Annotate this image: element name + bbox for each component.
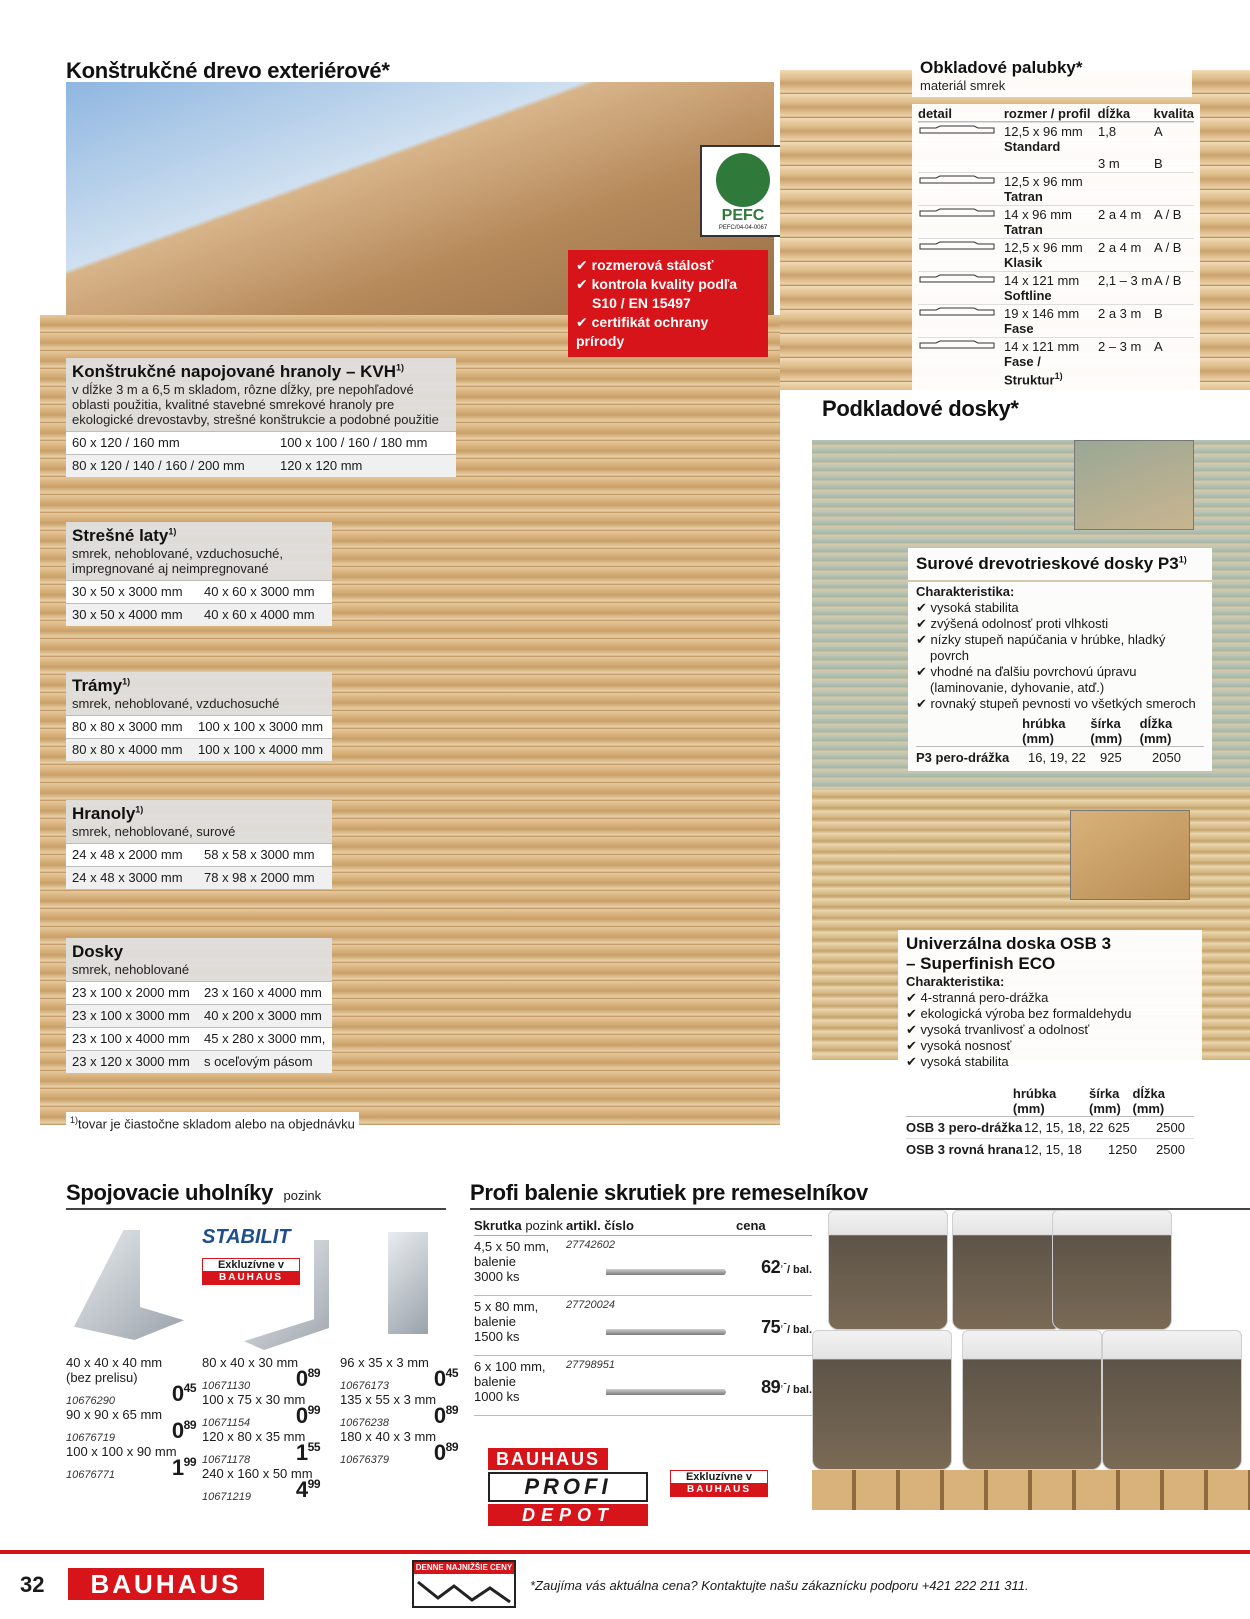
bracket-image-2 — [244, 1240, 344, 1350]
table-row: 80 x 80 x 3000 mm 100 x 100 x 3000 mm — [66, 715, 332, 738]
exclusive-badge: Exkluzívne v BAUHAUS — [670, 1470, 768, 1497]
profile-quality: A / B — [1154, 240, 1182, 255]
table-row: OSB 3 rovná hrana 12, 15, 18 1250 2500 — [906, 1142, 1185, 1157]
table-row: 23 x 120 x 3000 mm s oceľovým pásom — [66, 1050, 332, 1073]
product-size: 240 x 160 x 50 mm — [202, 1466, 313, 1481]
profi-depot-depot: DEPOT — [488, 1504, 648, 1526]
profile-quality: B — [1154, 156, 1163, 171]
feature-item: ✔ vhodné na ďalšiu povrchovú úpravu — [916, 664, 1137, 679]
lowest-price-label: DENNE NAJNIŽŠIE CENY — [415, 1563, 513, 1572]
table-row — [918, 155, 1194, 172]
feature-item: povrch — [930, 648, 970, 663]
kvh-panel — [66, 358, 456, 477]
price: $0^{89}$ — [433, 1403, 458, 1428]
screw-icon — [606, 1269, 726, 1275]
badge-line: S10 / EN 15497 — [592, 295, 691, 311]
tramy-title: Trámy$^{1)}$ — [72, 676, 131, 695]
profile-quality: A — [1154, 124, 1163, 139]
product-size: 180 x 40 x 3 mm — [340, 1429, 437, 1444]
hranoly-panel — [66, 800, 332, 889]
product-item — [202, 1392, 320, 1429]
badge-line: ✔ certifikát ochrany prírody — [576, 314, 709, 349]
profile-icon — [918, 306, 1004, 336]
p3-detail-photo — [1074, 440, 1194, 530]
table-row: OSB 3 pero-drážka 12, 15, 18, 22 625 2500 — [906, 1117, 1194, 1139]
screw-desc: 5 x 80 mm, balenie 1500 ks — [474, 1299, 539, 1344]
badge-line: ✔ rozmerová stálosť — [576, 257, 714, 273]
product-item — [66, 1444, 196, 1481]
hranoly-title: Hranoly$^{1)}$ — [72, 804, 144, 823]
profile-size: 14 x 121 mm Fase / Struktur$^{1)}$ — [1004, 339, 1080, 388]
osb-title: Univerzálna doska OSB 3 — [906, 934, 1112, 953]
bracket-image-1 — [74, 1230, 184, 1340]
table-row: 23 x 100 x 3000 mm 40 x 200 x 3000 mm — [66, 1004, 332, 1027]
uholniky-heading — [66, 1180, 446, 1210]
table-row — [474, 1236, 812, 1296]
palubky-subtitle: materiál smrek — [920, 78, 1006, 93]
product-size: 40 x 40 x 40 mm — [66, 1355, 163, 1370]
profile-size: 12,5 x 96 mm Klasik — [1004, 240, 1083, 270]
feature-item: ✔ vysoká trvanlivosť a odolnosť — [906, 1022, 1090, 1037]
table-row — [918, 205, 1194, 238]
bucket-image — [828, 1210, 948, 1330]
profile-quality: B — [1154, 306, 1163, 321]
profile-length: 2 – 3 m — [1098, 339, 1142, 354]
p3-panel — [908, 548, 1212, 580]
skrutky-header: Skrutka pozink artikl. číslo cena — [474, 1218, 812, 1236]
tramy-panel — [66, 672, 332, 761]
stock-footnote: $^{1)}$tovar je čiastočne skladom alebo na objednávku — [66, 1112, 359, 1132]
palubky-title: Obkladové palubky* — [920, 58, 1083, 77]
table-row — [918, 304, 1194, 337]
article-number: 10676379 — [340, 1454, 389, 1466]
screw-desc: 6 x 100 mm, balenie 1000 ks — [474, 1359, 546, 1404]
screw-icon — [606, 1329, 726, 1335]
laty-panel — [66, 522, 332, 626]
article-number: 10671219 — [202, 1491, 251, 1503]
profile-size: 14 x 121 mm Softline — [1004, 273, 1080, 303]
product-item — [202, 1466, 320, 1503]
article-number: 10676173 — [340, 1380, 389, 1392]
price: $0^{45}$ — [433, 1366, 458, 1391]
exclusive-badge: Exkluzívne v BAUHAUS — [202, 1258, 300, 1285]
product-item — [202, 1429, 320, 1466]
profile-icon — [918, 207, 1004, 237]
price-trend-icon — [414, 1574, 514, 1606]
article-number: 10676290 — [66, 1395, 115, 1407]
dosky-title: Dosky — [72, 942, 124, 961]
profile-length: 2,1 – 3 m — [1098, 273, 1153, 288]
bucket-image — [1052, 1210, 1172, 1330]
profile-quality: A / B — [1154, 207, 1182, 222]
skrutky-heading — [470, 1180, 1250, 1210]
table-row — [474, 1296, 812, 1356]
table-row — [474, 1356, 812, 1416]
table-row: 23 x 100 x 4000 mm 45 x 280 x 3000 mm, — [66, 1027, 332, 1050]
palubky-rows — [918, 122, 1194, 388]
product-item — [340, 1392, 458, 1429]
uholniky-col-1 — [66, 1355, 196, 1481]
screw-buckets-photo — [812, 1210, 1250, 1510]
table-row — [918, 271, 1194, 304]
feature-item: (laminovanie, dyhovanie, atď.) — [930, 680, 1105, 695]
table-row: 60 x 120 / 160 mm 100 x 100 / 160 / 180 mm — [66, 431, 456, 454]
article-number: 27720024 — [566, 1299, 615, 1311]
uholniky-col-3 — [340, 1355, 458, 1466]
product-size: 100 x 100 x 90 mm — [66, 1444, 177, 1459]
price: $1^{99}$ — [171, 1455, 196, 1480]
laty-title: Strešné laty$^{1)}$ — [72, 526, 177, 545]
profile-size: 14 x 96 mm Tatran — [1004, 207, 1072, 237]
profi-depot-logo — [488, 1448, 648, 1526]
page-number: 32 — [20, 1572, 45, 1597]
profile-quality: A / B — [1154, 273, 1182, 288]
price: $4^{99}$ — [295, 1477, 320, 1502]
profile-size: 12,5 x 96 mm Standard — [1004, 124, 1083, 154]
screw-icon — [606, 1389, 726, 1395]
hranoly-desc: smrek, nehoblované, surové — [72, 824, 236, 839]
profile-length — [1098, 174, 1154, 204]
profile-length: 3 m — [1098, 156, 1120, 171]
profile-quality: A — [1154, 339, 1163, 354]
table-row: P3 pero-drážka 16, 19, 22 925 2050 — [916, 750, 1181, 765]
pefc-label: PEFC — [721, 207, 765, 224]
table-row — [918, 337, 1194, 388]
profi-depot-profi: PROFI — [488, 1472, 648, 1502]
product-item — [340, 1355, 458, 1392]
laty-desc: smrek, nehoblované, vzduchosuché, impregnované aj neimpregnované — [72, 546, 284, 576]
table-row: 30 x 50 x 3000 mm 40 x 60 x 3000 mm — [66, 580, 332, 603]
table-row: 24 x 48 x 2000 mm 58 x 58 x 3000 mm — [66, 843, 332, 866]
osb-table — [898, 1086, 1202, 1160]
price: $1^{55}$ — [295, 1440, 320, 1465]
table-row: 23 x 100 x 2000 mm 23 x 160 x 4000 mm — [66, 981, 332, 1004]
feature-item: ✔ vysoká stabilita — [906, 1054, 1009, 1069]
profile-length: 1,8 — [1098, 124, 1117, 139]
pefc-logo — [700, 145, 786, 237]
table-row: 80 x 80 x 4000 mm 100 x 100 x 4000 mm — [66, 738, 332, 761]
price: 89,-/ bal. — [761, 1377, 812, 1397]
uholniky-title: Spojovacie uholníky — [66, 1180, 274, 1205]
feature-item: ✔ vysoká stabilita — [916, 600, 1019, 615]
stabilit-logo: STABILIT — [202, 1226, 291, 1248]
bauhaus-logo: BAUHAUS — [68, 1568, 264, 1600]
profile-icon — [918, 339, 1004, 387]
feature-item: ✔ nízky stupeň napúčania v hrúbke, hladký — [916, 632, 1166, 647]
feature-item: ✔ rovnaký stupeň pevnosti vo všetkých smeroch — [916, 696, 1196, 711]
dosky-panel — [66, 938, 332, 1073]
uholniky-col-2 — [202, 1355, 320, 1503]
p3-features — [908, 582, 1212, 771]
footer-note: *Zaujíma vás aktuálna cena? Kontaktujte našu zákaznícku podporu +421 222 211 311. — [530, 1578, 1029, 1593]
price: $0^{45}$ — [171, 1381, 196, 1406]
price: $0^{99}$ — [295, 1403, 320, 1428]
article-number: 27798951 — [566, 1359, 615, 1371]
table-row — [918, 122, 1194, 155]
profi-depot-bauhaus: BAUHAUS — [488, 1448, 608, 1470]
pefc-tree-icon — [716, 153, 770, 207]
product-item: 40 x 40 x 40 mm (bez prelisu) 10676290 $0^{45}$ — [66, 1355, 196, 1407]
table-row: 30 x 50 x 4000 mm 40 x 60 x 4000 mm — [66, 603, 332, 626]
profile-size — [1004, 156, 1098, 171]
price: $0^{89}$ — [433, 1440, 458, 1465]
profile-icon — [918, 273, 1004, 303]
tramy-desc: smrek, nehoblované, vzduchosuché — [72, 696, 280, 711]
palubky-header: detail rozmer / profil dĺžka kvalita — [918, 106, 1195, 121]
screw-desc: 4,5 x 50 mm, balenie 3000 ks — [474, 1239, 550, 1284]
price: $0^{89}$ — [171, 1418, 196, 1443]
price: $0^{89}$ — [295, 1366, 320, 1391]
osb-panel — [898, 930, 1202, 1074]
pallet-image — [812, 1470, 1250, 1510]
podkladove-title: Podkladové dosky* — [822, 396, 1019, 421]
bucket-image — [812, 1330, 952, 1470]
price: 75,-/ bal. — [761, 1317, 812, 1337]
profile-size: 12,5 x 96 mm Tatran — [1004, 174, 1083, 204]
profile-icon — [918, 240, 1004, 270]
profile-icon — [918, 124, 1004, 154]
bracket-image-3 — [388, 1232, 428, 1334]
bucket-image — [1102, 1330, 1242, 1470]
palubky-panel — [912, 54, 1192, 97]
product-size: 100 x 75 x 30 mm — [202, 1392, 306, 1407]
product-size: 96 x 35 x 3 mm — [340, 1355, 429, 1370]
lowest-price-badge — [412, 1560, 516, 1608]
table-row — [918, 238, 1194, 271]
osb-detail-photo — [1070, 810, 1190, 900]
table-row: 80 x 120 / 140 / 160 / 200 mm 120 x 120 mm — [66, 454, 456, 477]
product-item — [66, 1407, 196, 1444]
product-size: 80 x 40 x 30 mm — [202, 1355, 299, 1370]
osb-char-label: Charakteristika: — [906, 974, 1005, 989]
article-number: 27742602 — [566, 1239, 615, 1251]
article-number: 10676771 — [66, 1469, 115, 1481]
profile-length: 2 a 4 m — [1098, 240, 1142, 255]
article-number: 10676719 — [66, 1432, 115, 1444]
pefc-code: PEFC/04-04-0067 — [718, 225, 768, 231]
p3-char-label: Charakteristika: — [916, 584, 1015, 599]
bucket-image — [962, 1330, 1102, 1470]
product-size: 135 x 55 x 3 mm — [340, 1392, 437, 1407]
p3-title: Surové drevotrieskové dosky P3$^{1)}$ — [916, 554, 1187, 573]
skrutky-title: Profi balenie skrutiek pre remeselníkov — [470, 1180, 868, 1205]
price: 62,-/ bal. — [761, 1257, 812, 1277]
article-number: 10676238 — [340, 1417, 389, 1429]
uholniky-subtitle: pozink — [283, 1188, 322, 1203]
palubky-table — [912, 104, 1200, 390]
bucket-image — [952, 1210, 1062, 1330]
section-title-konstrukcne: Konštrukčné drevo exteriérové* — [66, 58, 390, 83]
table-row — [918, 172, 1194, 205]
product-item — [340, 1429, 458, 1466]
profile-icon — [918, 174, 1004, 204]
osb-header: hrúbka (mm) šírka (mm) dĺžka (mm) — [906, 1086, 1194, 1117]
profile-length: 2 a 4 m — [1098, 207, 1142, 222]
dosky-desc: smrek, nehoblované — [72, 962, 190, 977]
kvh-desc: v dĺžke 3 m a 6,5 m skladom, rôzne dĺžky, pre nepohľadové oblasti použitia, kvalitné stavebné smrekové hranoly pre ekologické drevostavby, strešné konštrukcie a podobné použitie — [72, 382, 439, 427]
article-number: 10671178 — [202, 1454, 251, 1466]
feature-item: ✔ ekologická výroba bez formaldehydu — [906, 1006, 1132, 1021]
osb-title-2: – Superfinish ECO — [906, 954, 1056, 973]
profile-length: 2 a 3 m — [1098, 306, 1142, 321]
skrutky-rows — [474, 1236, 812, 1416]
feature-item: ✔ 4-stranná pero-drážka — [906, 990, 1049, 1005]
product-size: 90 x 90 x 65 mm — [66, 1407, 163, 1422]
article-number: 10671154 — [202, 1417, 251, 1429]
p3-header: hrúbka (mm) šírka (mm) dĺžka (mm) — [916, 716, 1204, 747]
profile-icon — [918, 156, 1004, 171]
feature-item: ✔ zvýšená odolnosť proti vlhkosti — [916, 616, 1109, 631]
footer-rule — [0, 1550, 1250, 1554]
table-row: 24 x 48 x 3000 mm 78 x 98 x 2000 mm — [66, 866, 332, 889]
profile-size: 19 x 146 mm Fase — [1004, 306, 1080, 336]
article-number: 10671130 — [202, 1380, 251, 1392]
skrutky-table — [474, 1218, 812, 1416]
feature-badge — [568, 250, 768, 357]
product-item — [202, 1355, 320, 1392]
feature-item: ✔ vysoká nosnosť — [906, 1038, 1012, 1053]
kvh-title: Konštrukčné napojované hranoly – KVH$^{1)}$ — [72, 362, 405, 381]
badge-line: ✔ kontrola kvality podľa — [576, 276, 738, 292]
product-size: 120 x 80 x 35 mm — [202, 1429, 306, 1444]
